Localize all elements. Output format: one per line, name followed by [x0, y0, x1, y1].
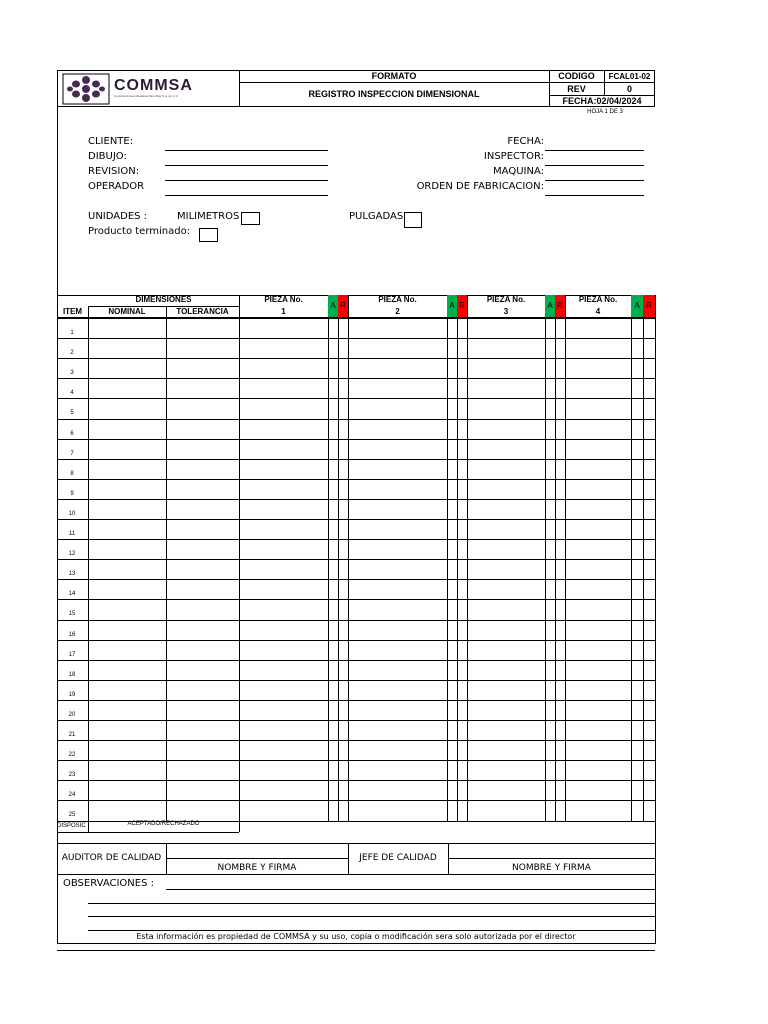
dibujo-field[interactable]	[165, 165, 328, 166]
item-number: 16	[68, 632, 76, 638]
rev-value: 0	[626, 84, 632, 94]
item-number: 4	[70, 390, 74, 396]
codigo-label: CODIGO	[558, 71, 595, 81]
item-number: 24	[68, 792, 76, 798]
producto-terminado-label: Producto terminado:	[88, 226, 191, 237]
item-number: 15	[68, 611, 76, 617]
doc-title: REGISTRO INSPECCION DIMENSIONAL	[308, 89, 480, 99]
item-number: 11	[68, 531, 76, 537]
pieza-2-number: 2	[395, 307, 400, 316]
divider	[57, 943, 655, 944]
pieza-2-label: PIEZA No.	[378, 295, 417, 304]
divider	[57, 843, 655, 844]
tolerancia-header: TOLERANCIA	[176, 307, 229, 316]
logo-mark-icon	[62, 73, 110, 105]
item-number: 17	[68, 652, 76, 658]
revision-label: REVISION:	[88, 166, 140, 177]
table-line	[338, 295, 339, 821]
revision-field[interactable]	[165, 180, 328, 181]
pieza-1-label: PIEZA No.	[264, 295, 303, 304]
maquina-field[interactable]	[545, 180, 644, 181]
observaciones-label: OBSERVACIONES :	[63, 878, 154, 889]
header-date: FECHA:02/04/2024	[562, 96, 642, 106]
rev-label: REV	[567, 84, 586, 94]
table-line	[643, 295, 644, 821]
item-number: 22	[68, 752, 76, 758]
item-number: 13	[68, 571, 76, 577]
orden-field[interactable]	[545, 195, 644, 196]
pieza-4-label: PIEZA No.	[578, 295, 618, 304]
table-line	[239, 821, 240, 832]
table-line	[88, 306, 89, 821]
pieza-3-label: PIEZA No.	[486, 295, 526, 304]
item-number: 18	[68, 672, 76, 678]
pieza-3-number: 3	[503, 307, 509, 316]
aceptado-rechazado-label: ACEPTADO/RECHAZADO	[127, 821, 200, 827]
sheet-number: HOJA 1 DE 3	[587, 109, 623, 115]
table-line	[655, 295, 656, 821]
pieza-4-reject-header: R	[643, 295, 655, 317]
item-number: 21	[68, 732, 76, 738]
item-number: 3	[70, 370, 74, 376]
pieza-4-accept-header: A	[631, 295, 643, 317]
observaciones-line-1[interactable]	[166, 889, 655, 890]
divider	[166, 858, 348, 859]
item-number: 9	[70, 491, 74, 497]
cliente-field[interactable]	[165, 150, 328, 151]
cliente-label: CLIENTE:	[88, 136, 134, 147]
item-number: 6	[70, 431, 74, 437]
observaciones-line-4[interactable]	[88, 930, 655, 931]
table-line	[239, 295, 240, 821]
item-number: 10	[68, 511, 76, 517]
inspector-field[interactable]	[545, 165, 644, 166]
fecha-field[interactable]	[545, 150, 644, 151]
pieza-2-reject-header: R	[457, 295, 467, 317]
item-number: 5	[70, 410, 74, 416]
table-line	[631, 295, 632, 821]
table-line	[457, 295, 458, 821]
pieza-1-accept-header: A	[328, 295, 338, 317]
item-number: 1	[70, 330, 74, 336]
codigo-value: FCAL01-02	[608, 72, 651, 81]
auditor-signature-label[interactable]: NOMBRE Y FIRMA	[217, 863, 297, 873]
observaciones-line-3[interactable]	[88, 916, 655, 917]
table-line	[57, 832, 239, 833]
item-number: 14	[68, 591, 76, 597]
item-number: 2	[70, 350, 74, 356]
table-line	[447, 295, 448, 821]
dibujo-label: DIBUJO:	[88, 151, 127, 162]
item-number: 12	[68, 551, 76, 557]
item-number: 23	[68, 772, 76, 778]
divider	[57, 950, 655, 951]
item-number: 7	[70, 451, 74, 457]
formato-label: FORMATO	[371, 71, 417, 81]
orden-label: ORDEN DE FABRICACION:	[416, 181, 544, 192]
fecha-label: FECHA:	[507, 136, 544, 147]
table-line	[467, 295, 468, 821]
pieza-2-accept-header: A	[447, 295, 457, 317]
logo-text: COMMSA	[114, 77, 193, 94]
item-header: ITEM	[62, 307, 83, 316]
operador-field[interactable]	[165, 195, 328, 196]
table-line	[655, 821, 656, 833]
divider	[57, 874, 655, 875]
operador-label: OPERADOR	[88, 181, 145, 192]
pulgadas-label: PULGADAS	[349, 211, 404, 222]
inspector-label: INSPECTOR:	[483, 151, 544, 162]
pieza-3-reject-header: R	[555, 295, 565, 317]
divider	[549, 82, 655, 83]
item-number: 25	[68, 812, 76, 818]
page-border-left	[57, 107, 58, 944]
milimetros-label: MILIMETROS	[177, 211, 240, 222]
table-line	[545, 295, 546, 821]
table-line	[166, 306, 167, 821]
table-line	[328, 295, 329, 821]
logo-subtext: Construcciones Metálicas Mon-Ray S.A. de C.V.	[114, 94, 179, 98]
producto-terminado-checkbox[interactable]	[199, 228, 218, 242]
disclaimer-text: Esta información es propiedad de COMMSA y su uso, copia o modificación sera solo autorizada por el director	[136, 932, 576, 941]
unidades-label: UNIDADES :	[88, 211, 148, 222]
dimensiones-header: DIMENSIONES	[135, 295, 192, 304]
nominal-header: NOMINAL	[108, 307, 146, 316]
item-number: 20	[68, 712, 76, 718]
maquina-label: MAQUINA:	[493, 166, 544, 177]
jefe-label: JEFE DE CALIDAD	[359, 853, 437, 863]
observaciones-line-2[interactable]	[88, 903, 655, 904]
page-border-right	[655, 825, 656, 944]
jefe-signature-label[interactable]: NOMBRE Y FIRMA	[512, 863, 591, 873]
company-logo	[62, 73, 236, 105]
item-number: 8	[70, 471, 74, 477]
item-number: 19	[68, 692, 76, 698]
pulgadas-checkbox[interactable]	[404, 212, 422, 228]
pieza-3-accept-header: A	[545, 295, 555, 317]
table-line	[348, 295, 349, 821]
divider	[448, 858, 655, 859]
pieza-1-reject-header: R	[338, 295, 348, 317]
pieza-1-number: 1	[281, 307, 286, 316]
milimetros-checkbox[interactable]	[241, 212, 260, 225]
auditor-label: AUDITOR DE CALIDAD	[61, 853, 162, 863]
table-line	[565, 295, 566, 821]
pieza-4-number: 4	[595, 307, 601, 316]
disposic-label: DISPOSIC	[57, 823, 86, 829]
table-line	[555, 295, 556, 821]
